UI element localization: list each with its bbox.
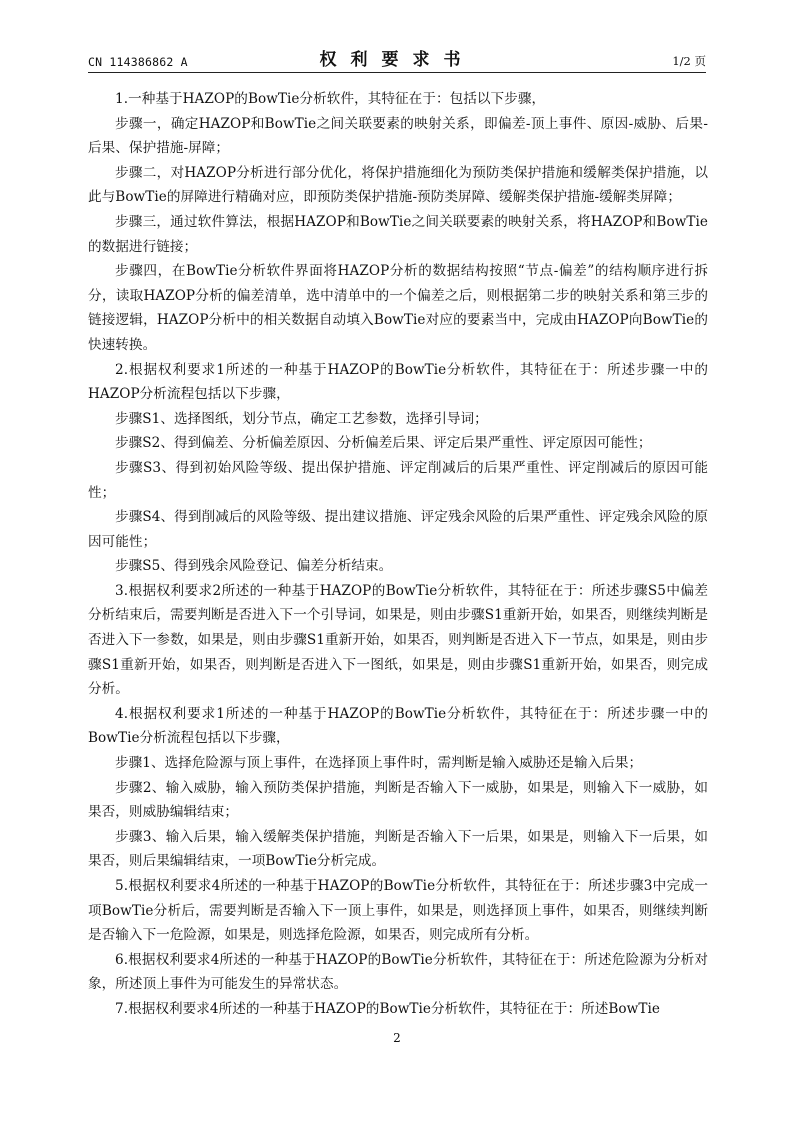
claim-paragraph: 步骤二，对HAZOP分析进行部分优化，将保护措施细化为预防类保护措施和缓解类保护措施，以此与BowTie的屏障进行精确对应，即预防类保护措施-预防类屏障、缓解类保护措施-缓解类屏障； <box>88 164 708 206</box>
claim-paragraph: 5.根据权利要求4所述的一种基于HAZOP的BowTie分析软件，其特征在于：所述步骤3中完成一项BowTie分析后，需要判断是否输入下一顶上事件，如果是，则选择顶上事件，如果否，则继续判断是否输入下一危险源，如果是，则选择危险源，如果否，则完成所有分析。 <box>88 878 708 944</box>
document-number: CN 114386862 A <box>88 55 188 69</box>
claim-paragraph: 步骤S1、选择图纸，划分节点，确定工艺参数，选择引导词； <box>115 410 488 427</box>
claim-paragraph: 3.根据权利要求2所述的一种基于HAZOP的BowTie分析软件，其特征在于：所述步骤S5中偏差分析结束后，需要判断是否进入下一个引导词，如果是，则由步骤S1重新开始，如果否，则继续判断是否进入下一参数，如果是，则由步骤S1重新开始，如果否，则判断是否进入下一节点，如果是，则由步骤S1重新开始，如果否，则判断是否进入下一图纸，如果是，则由步骤S1重新开始，如果否，则完成分析。 <box>88 582 709 698</box>
document-title: 权利要求书 <box>319 50 475 70</box>
claims-body <box>88 87 708 1022</box>
claim-paragraph: 7.根据权利要求4所述的一种基于HAZOP的BowTie分析软件，其特征在于：所述BowTie <box>115 1000 660 1017</box>
page-number: 2 <box>393 1031 401 1045</box>
claim-paragraph: 步骤三，通过软件算法，根据HAZOP和BowTie之间关联要素的映射关系，将HAZOP和BowTie的数据进行链接； <box>88 213 708 255</box>
claim-paragraph: 步骤一，确定HAZOP和BowTie之间关联要素的映射关系，即偏差-顶上事件、原因-威胁、后果-后果、保护措施-屏障； <box>88 115 708 157</box>
page-label: 1/2 页 <box>672 54 706 68</box>
claim-paragraph: 步骤S5、得到残余风险登记、偏差分析结束。 <box>115 558 393 575</box>
claim-paragraph: 1.一种基于HAZOP的BowTie分析软件，其特征在于：包括以下步骤， <box>115 91 546 107</box>
claim-paragraph: 步骤S3、得到初始风险等级、提出保护措施、评定削减后的后果严重性、评定削减后的原因可能性； <box>88 459 708 501</box>
claim-paragraph: 步骤3、输入后果，输入缓解类保护措施，判断是否输入下一后果，如果是，则输入下一后果，如果否，则后果编辑结束，一项BowTie分析完成。 <box>88 828 708 870</box>
claim-paragraph: 步骤S4、得到削减后的风险等级、提出建议措施、评定残余风险的后果严重性、评定残余风险的原因可能性； <box>88 509 708 550</box>
claim-paragraph: 4.根据权利要求1所述的一种基于HAZOP的BowTie分析软件，其特征在于：所述步骤一中的BowTie分析流程包括以下步骤， <box>88 705 708 747</box>
claim-paragraph: 2.根据权利要求1所述的一种基于HAZOP的BowTie分析软件，其特征在于：所述步骤一中的HAZOP分析流程包括以下步骤， <box>88 361 708 403</box>
page-header <box>88 46 706 73</box>
claim-paragraph: 步骤四，在BowTie分析软件界面将HAZOP分析的数据结构按照“节点-偏差”的结构顺序进行拆分，读取HAZOP分析的偏差清单，选中清单中的一个偏差之后，则根据第二步的映射关系和第三步的链接逻辑，HAZOP分析中的相关数据自动填入BowTie对应的要素当中，完成由HAZOP向BowTie的快速转换。 <box>88 263 708 353</box>
claim-paragraph: 6.根据权利要求4所述的一种基于HAZOP的BowTie分析软件，其特征在于：所述危险源为分析对象，所述顶上事件为可能发生的异常状态。 <box>88 951 708 993</box>
claim-paragraph: 步骤1、选择危险源与顶上事件，在选择顶上事件时，需判断是输入威胁还是输入后果； <box>115 755 643 772</box>
claim-paragraph: 步骤S2、得到偏差、分析偏差原因、分析偏差后果、评定后果严重性、评定原因可能性； <box>115 435 652 452</box>
claim-paragraph: 步骤2、输入威胁，输入预防类保护措施，判断是否输入下一威胁，如果是，则输入下一威胁，如果否，则威胁编辑结束； <box>88 779 708 821</box>
